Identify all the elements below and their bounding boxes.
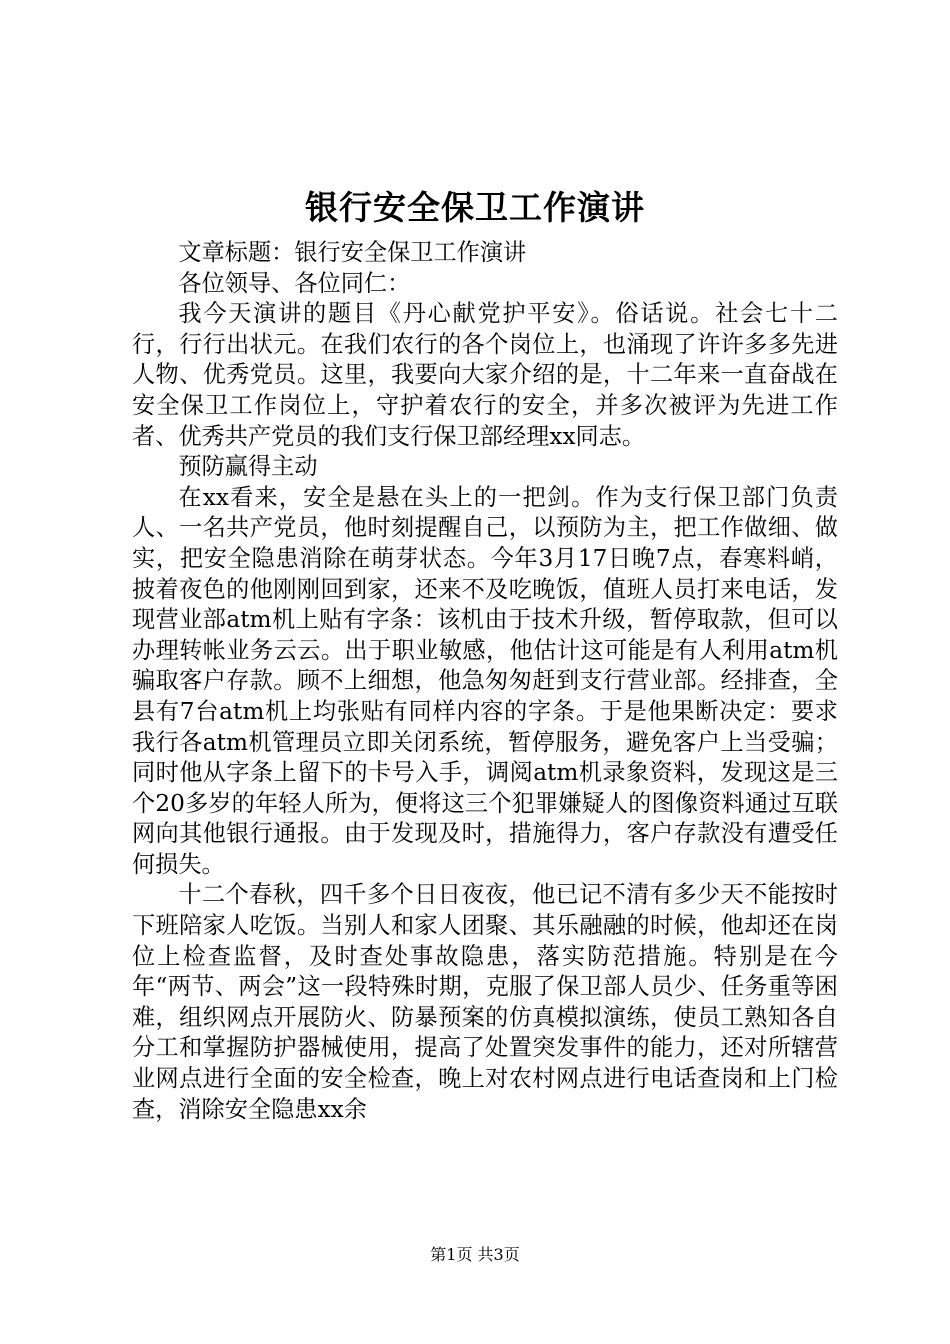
page-footer: 第1页 共3页 [430,1245,520,1264]
paragraph-intro: 我今天演讲的题目《丹心献党护平安》。俗话说。社会七十二行，行行出状元。在我们农行的各个岗位上，也涌现了许许多多先进人物、优秀党员。这里，我要向大家介绍的是，十二年来一直奋战在安全保卫工作岗位上，守护着农行的安全，并多次被评为先进工作者、优秀共产党员的我们支行保卫部经理xx同志。 [132,300,838,450]
paragraph-twelve-years: 十二个春秋，四千多个日日夜夜，他已记不清有多少天不能按时下班陪家人吃饭。当别人和家人团聚、其乐融融的时候，他却还在岗位上检查监督，及时查处事故隐患，落实防范措施。特别是在今年“两节、两会”这一段特殊时期，克服了保卫部人员少、任务重等困难，组织网点开展防火、防暴预案的仿真模拟演练，使员工熟知各自分工和掌握防护器械使用，提高了处置突发事件的能力，还对所辖营业网点进行全面的安全检查，晚上对农村网点进行电话查岗和上门检查，消除安全隐患xx余 [132,881,838,1123]
document-body [132,238,838,1125]
paragraph-article-title: 文章标题：银行安全保卫工作演讲 [178,239,527,266]
paragraph-prevention: 在xx看来，安全是悬在头上的一把剑。作为支行保卫部门负责人、一名共产党员，他时刻提醒自己，以预防为主，把工作做细、做实，把安全隐患消除在萌芽状态。今年3月17日晚7点，春寒料峭，披着夜色的他刚刚回到家，还来不及吃晚饭，值班人员打来电话，发现营业部atm机上贴有字条：该机由于技术升级，暂停取款，但可以办理转帐业务云云。出于职业敏感，他估计这可能是有人利用atm机骗取客户存款。顾不上细想，他急匆匆赶到支行营业部。经排查，全县有7台atm机上均张贴有同样内容的字条。于是他果断决定：要求我行各atm机管理员立即关闭系统，暂停服务，避免客户上当受骗；同时他从字条上留下的卡号入手，调阅atm机录象资料，发现这是三个20多岁的年轻人所为，便将这三个犯罪嫌疑人的图像资料通过互联网向其他银行通报。由于发现及时，措施得力，客户存款没有遭受任何损失。 [132,483,838,878]
section-heading: 预防赢得主动 [178,453,318,481]
document-title: 银行安全保卫工作演讲 [305,188,645,227]
paragraph-greeting: 各位领导、各位同仁： [178,269,411,297]
